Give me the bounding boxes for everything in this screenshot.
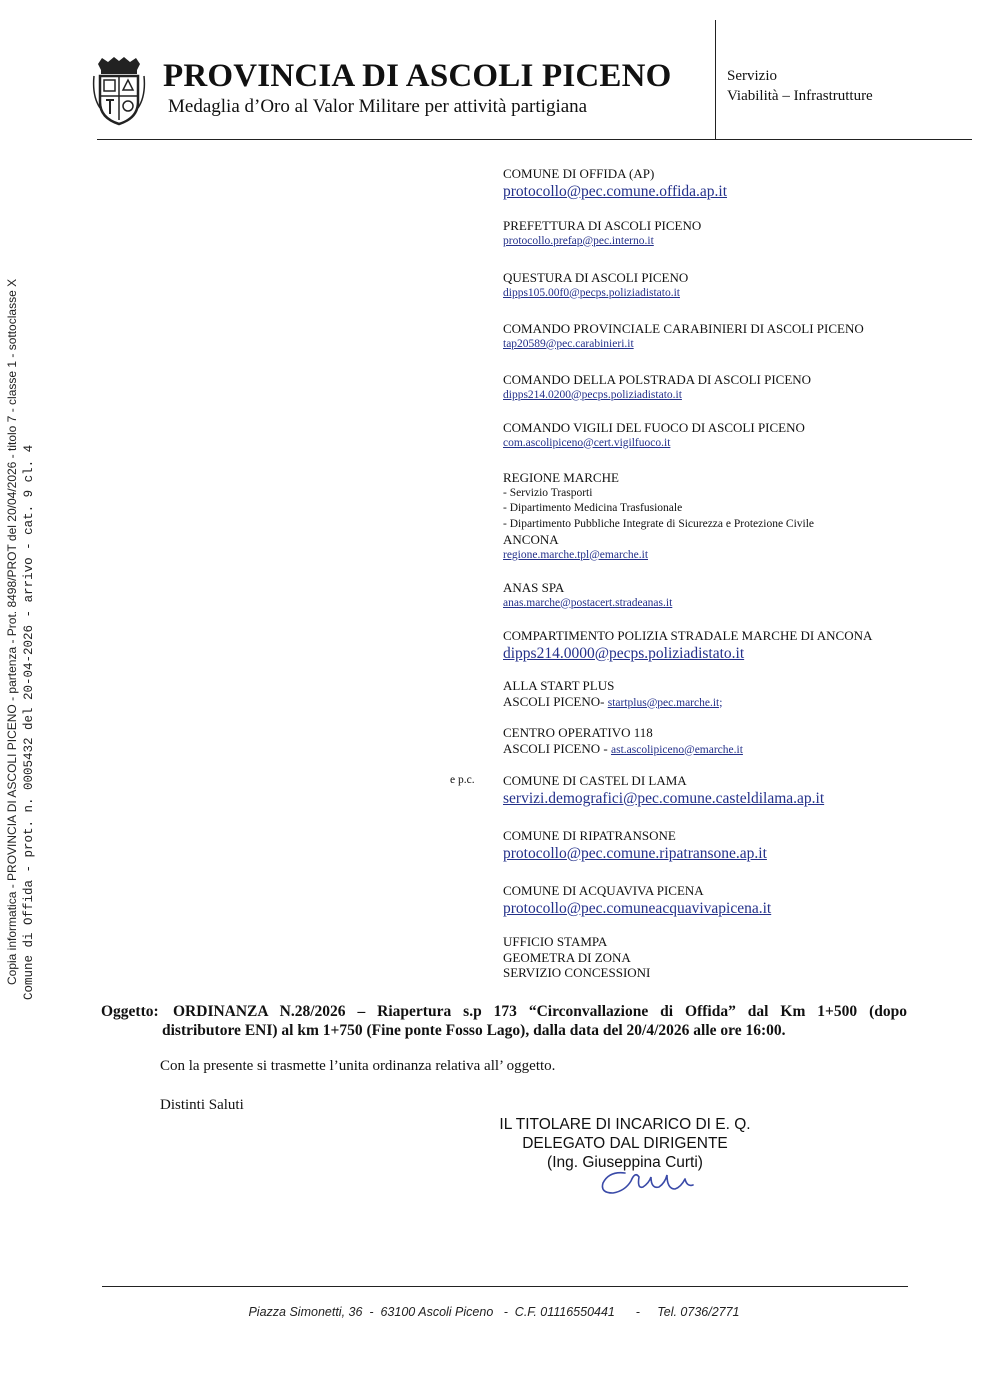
recipient-block [503,218,701,249]
recipient-email[interactable]: protocollo.prefap@pec.interno.it [503,234,654,247]
recipient-name: UFFICIO STAMPA [503,934,608,949]
recipient-name: COMUNE DI CASTEL DI LAMA [503,773,687,788]
recipient-block [503,321,864,352]
recipient-sub-line: ANCONA [503,532,559,547]
recipient-email[interactable]: ast.ascolipiceno@emarche.it [610,743,743,756]
recipient-block [503,270,688,301]
recipient-email[interactable]: protocollo@pec.comuneacquavivapicena.it [503,899,772,917]
header-divider-horizontal [97,139,972,140]
recipient-name: COMPARTIMENTO POLIZIA STRADALE MARCHE DI ANCONA [503,628,873,643]
recipient-sub-line: - Dipartimento Pubbliche Integrate di Sicurezza e Protezione Civile [503,517,815,530]
recipient-email[interactable]: protocollo@pec.comune.ripatransone.ap.it [503,844,767,862]
recipient-block [503,773,824,809]
recipient-block [503,828,767,864]
recipient-name: COMUNE DI ACQUAVIVA PICENA [503,883,704,898]
service-line: Servizio [727,68,777,84]
recipient-email[interactable]: servizi.demografici@pec.comune.casteldilama.ap.it [503,789,825,807]
footer-address: Piazza Simonetti, 36 - 63100 Ascoli Piceno - C.F. 01116550441 - Tel. 0736/2771 [248,1305,740,1319]
recipient-block [503,580,672,611]
recipient-block [503,725,743,758]
subject-label: Oggetto: [101,1003,159,1020]
recipient-name: ALLA START PLUS [503,678,615,693]
recipient-name: COMANDO DELLA POLSTRADA DI ASCOLI PICENO [503,372,812,387]
footer-divider [102,1286,908,1287]
recipient-email[interactable]: dipps105.00f0@pecps.poliziadistato.it [503,286,680,299]
recipient-name: COMANDO PROVINCIALE CARABINIERI DI ASCOLI PICENO [503,321,864,336]
side-protocol-stamp: Copia informatica - PROVINCIA DI ASCOLI PICENO - partenza - Prot. 8498/PROT del 20/04/2026 - titolo 7 - classe 1 - sottoclasse X [5,278,19,985]
subject-block [101,1002,907,1040]
recipient-block [503,628,872,664]
header-divider-vertical [715,20,716,140]
closing-text: Distinti Saluti [160,1097,244,1113]
page-subtitle: Medaglia d’Oro al Valor Militare per attività partigiana [168,96,588,117]
recipient-email[interactable]: tap20589@pec.carabinieri.it [503,337,634,350]
side-protocol-stamp-offida: Comune di Offida - prot. n. 0005432 del 20-04-2026 - arrivo - cat. 9 cl. 4 [22,444,36,1000]
recipient-block [503,883,771,919]
recipient-city: ASCOLI PICENO - [503,740,611,756]
recipient-email[interactable]: com.ascolipiceno@cert.vigilfuoco.it [503,436,671,449]
recipient-email[interactable]: protocollo@pec.comune.offida.ap.it [503,182,728,200]
recipient-block [503,934,650,981]
service-line: Viabilità – Infrastrutture [727,88,873,104]
epc-label: e p.c. [450,774,475,786]
signature-line: IL TITOLARE DI INCARICO DI E. Q. [499,1116,751,1133]
recipient-name: ANAS SPA [503,580,565,595]
recipient-name: PREFETTURA DI ASCOLI PICENO [503,218,702,233]
body-paragraph: Con la presente si trasmette l’unita ordinanza relativa all’ oggetto. [160,1058,556,1074]
service-label [727,66,873,106]
recipient-name: COMUNE DI RIPATRANSONE [503,828,676,843]
recipient-block [503,372,811,403]
subject-line: distributore ENI) al km 1+750 (Fine ponte Fosso Lago), dalla data del 20/4/2026 alle ore 16:00. [162,1022,786,1039]
signature-line: DELEGATO DAL DIRIGENTE [522,1135,728,1152]
recipient-name: COMANDO VIGILI DEL FUOCO DI ASCOLI PICENO [503,420,805,435]
province-crest-icon [92,56,146,126]
recipient-name: REGIONE MARCHE [503,470,619,485]
recipient-email[interactable]: regione.marche.tpl@emarche.it [503,548,649,561]
recipient-block [503,420,805,451]
recipient-email[interactable]: dipps214.0200@pecps.poliziadistato.it [503,388,682,401]
recipient-name: SERVIZIO CONCESSIONI [503,965,651,980]
recipient-name: CENTRO OPERATIVO 118 [503,725,653,740]
handwritten-signature-icon [595,1163,705,1199]
recipient-name: QUESTURA DI ASCOLI PICENO [503,270,689,285]
recipient-email[interactable]: startplus@pec.marche.it; [607,696,723,709]
recipient-name: GEOMETRA DI ZONA [503,949,631,965]
signature-name: (Ing. Giuseppina Curti) [547,1154,703,1171]
recipient-block [503,470,814,563]
recipient-sub-line: - Dipartimento Medicina Trasfusionale [503,502,683,514]
recipient-email[interactable]: anas.marche@postacert.stradeanas.it [503,596,673,609]
recipient-city: ASCOLI PICENO- [503,693,608,709]
recipient-sub-line: - Servizio Trasporti [503,486,593,499]
subject-line: ORDINANZA N.28/2026 – Riapertura s.p 173 “Circonvallazione di Offida” dal Km 1+500 (dopo [173,1003,907,1020]
recipient-block [503,678,722,711]
recipient-block [503,166,727,202]
recipient-email[interactable]: dipps214.0000@pecps.poliziadistato.it [503,644,745,662]
page-title: PROVINCIA DI ASCOLI PICENO [163,58,672,94]
recipient-name: COMUNE DI OFFIDA (AP) [503,166,655,181]
